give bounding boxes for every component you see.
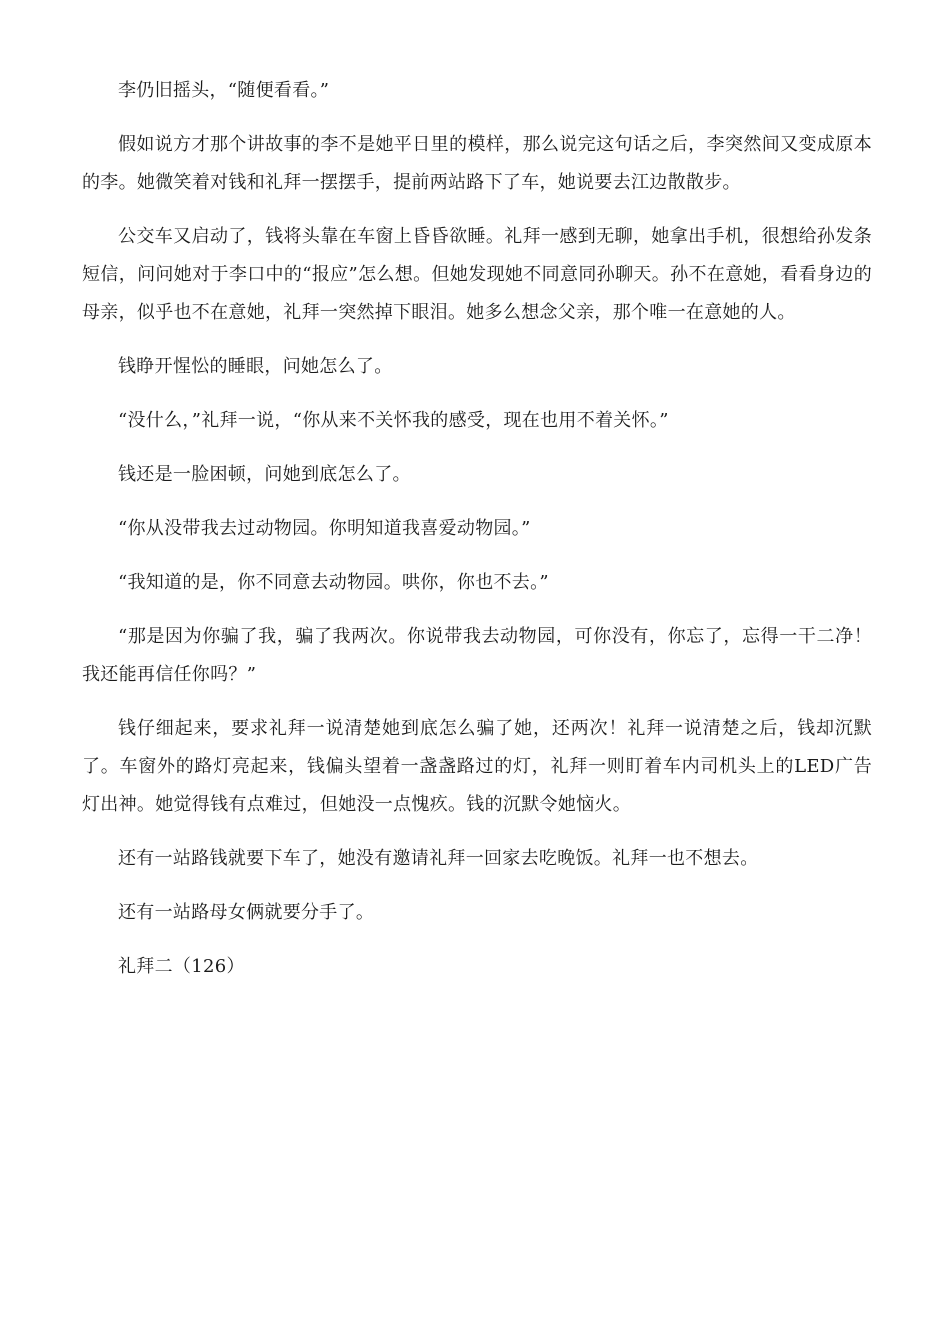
paragraph: 钱还是一脸困顿，问她到底怎么了。 — [118, 464, 411, 485]
paragraph: 钱睁开惺忪的睡眼，问她怎么了。 — [118, 356, 393, 377]
paragraph: 还有一站路钱就要下车了，她没有邀请礼拜一回家去吃晚饭。礼拜一也不想去。 — [118, 848, 759, 869]
section-heading: 礼拜二（126） — [118, 956, 245, 977]
paragraph: 李仍旧摇头，“随便看看。” — [118, 80, 330, 101]
document-body — [82, 72, 872, 1002]
paragraph: “你从没带我去过动物园。你明知道我喜爱动物园。” — [118, 518, 531, 539]
paragraph: 假如说方才那个讲故事的李不是她平日里的模样，那么说完这句话之后，李突然间又变成原本的李。她微笑着对钱和礼拜一摆摆手，提前两站路下了车，她说要去江边散散步。 — [82, 134, 872, 193]
paragraph: 公交车又启动了，钱将头靠在车窗上昏昏欲睡。礼拜一感到无聊，她拿出手机，很想给孙发条短信，问问她对于李口中的“报应”怎么想。但她发现她不同意同孙聊天。孙不在意她，看看身边的母亲，似乎也不在意她，礼拜一突然掉下眼泪。她多么想念父亲，那个唯一在意她的人。 — [82, 226, 872, 323]
paragraph: 钱仔细起来，要求礼拜一说清楚她到底怎么骗了她，还两次！礼拜一说清楚之后，钱却沉默了。车窗外的路灯亮起来，钱偏头望着一盏盏路过的灯，礼拜一则盯着车内司机头上的LED广告灯出神。她觉得钱有点难过，但她没一点愧疚。钱的沉默令她恼火。 — [82, 718, 872, 815]
paragraph: “那是因为你骗了我，骗了我两次。你说带我去动物园，可你没有，你忘了，忘得一干二净！我还能再信任你吗？” — [82, 626, 872, 685]
paragraph: “没什么，”礼拜一说，“你从来不关怀我的感受，现在也用不着关怀。” — [118, 410, 669, 431]
paragraph: 还有一站路母女俩就要分手了。 — [118, 902, 375, 923]
paragraph: “我知道的是，你不同意去动物园。哄你，你也不去。” — [118, 572, 549, 593]
